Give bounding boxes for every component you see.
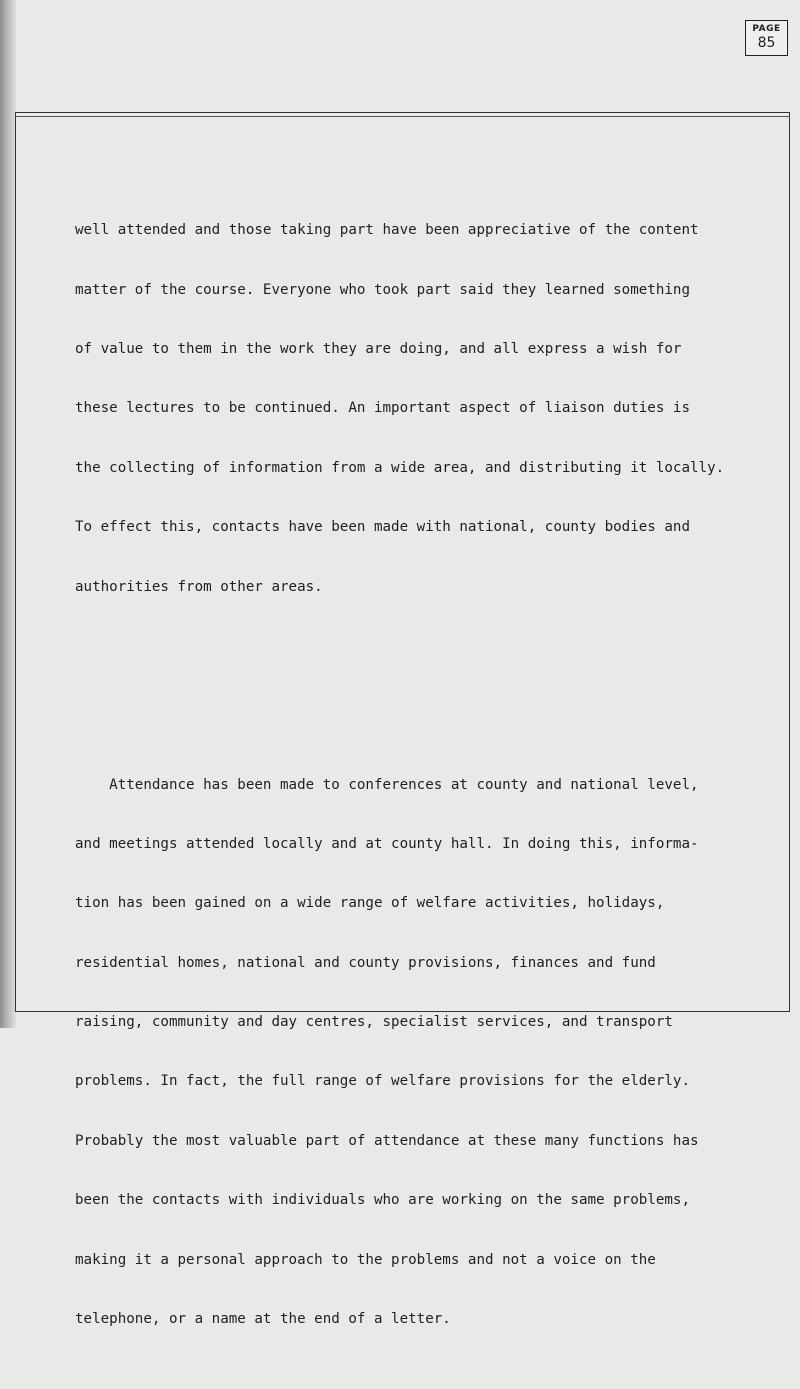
paragraph-gap: [75, 677, 775, 697]
text-line: and meetings attended locally and at county hall. In doing this, informa-: [75, 835, 699, 852]
paragraph-1: [75, 182, 775, 637]
text-line: the collecting of information from a wide area, and distributing it locally.: [75, 459, 725, 476]
body-text: [75, 142, 775, 1389]
scan-edge-shadow: [0, 0, 16, 1028]
text-line: been the contacts with individuals who are working on the same problems,: [75, 1192, 690, 1209]
text-line: making it a personal approach to the problems and not a voice on the: [75, 1251, 656, 1268]
page-number: 85: [757, 35, 776, 51]
text-line: tion has been gained on a wide range of welfare activities, holidays,: [75, 895, 665, 912]
text-line: well attended and those taking part have been appreciative of the content: [75, 222, 699, 239]
text-line: of value to them in the work they are doing, and all express a wish for: [75, 340, 682, 357]
text-line: telephone, or a name at the end of a letter.: [75, 1311, 451, 1328]
text-line: Attendance has been made to conferences at county and national level,: [75, 776, 699, 793]
text-line: To effect this, contacts have been made with national, county bodies and: [75, 519, 690, 536]
text-line: these lectures to be continued. An important aspect of liaison duties is: [75, 400, 690, 417]
text-line: matter of the course. Everyone who took part said they learned something: [75, 281, 690, 298]
text-line: Probably the most valuable part of attendance at these many functions has: [75, 1132, 699, 1149]
paragraph-2: [75, 736, 775, 1370]
top-rule: [15, 116, 790, 117]
text-line: residential homes, national and county provisions, finances and fund: [75, 954, 656, 971]
page-label: PAGE: [752, 24, 781, 34]
text-line: problems. In fact, the full range of welfare provisions for the elderly.: [75, 1073, 690, 1090]
text-line: raising, community and day centres, specialist services, and transport: [75, 1014, 673, 1031]
page-number-box: [745, 20, 788, 56]
text-line: authorities from other areas.: [75, 578, 323, 595]
